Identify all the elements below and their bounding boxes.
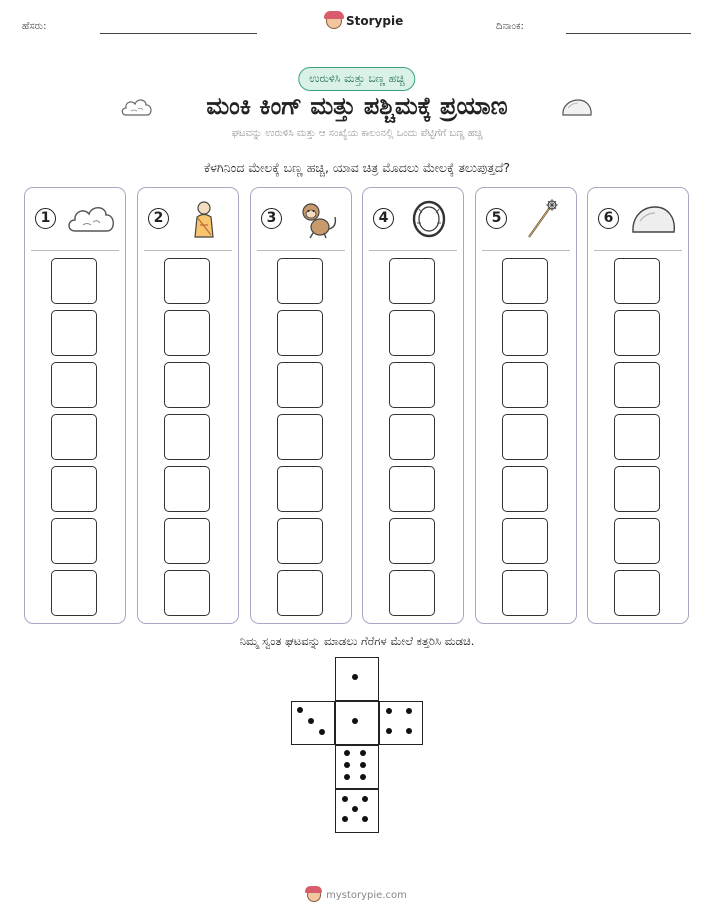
name-field-line[interactable] (100, 33, 257, 34)
dice-face-5 (335, 789, 379, 833)
dice-face-6 (335, 745, 379, 789)
color-box[interactable] (51, 310, 97, 356)
color-box[interactable] (51, 414, 97, 460)
color-box[interactable] (389, 258, 435, 304)
color-box[interactable] (51, 570, 97, 616)
column-header (251, 188, 351, 250)
column-header (588, 188, 688, 250)
dice-cut-fold-note: ನಿಮ್ಮ ಸ್ವಂತ ಘಟವನ್ನು ಮಾಡಲು ಗೆರೆಗಳ ಮೇಲೆ ಕತ್ತರಿಸಿ ಮಡಚಿ. (239, 634, 475, 648)
storypie-mascot-icon (326, 13, 342, 29)
dice-face-1 (335, 701, 379, 745)
monkey-icon (291, 199, 343, 239)
dice-pip (406, 708, 412, 714)
color-box[interactable] (502, 570, 548, 616)
color-box[interactable] (502, 258, 548, 304)
instruction: ಕೆಳಗಿನಿಂದ ಮೇಲಕ್ಕೆ ಬಣ್ಣ ಹಚ್ಚಿ, ಯಾವ ಚಿತ್ರ ಮೊದಲು ಮೇಲಕ್ಕೆ ತಲುಪುತ್ತದೆ? (203, 160, 511, 175)
column-header (138, 188, 238, 250)
color-box[interactable] (614, 310, 660, 356)
color-box[interactable] (51, 466, 97, 512)
color-box[interactable] (277, 466, 323, 512)
color-box[interactable] (502, 362, 548, 408)
column-number: 2 (148, 208, 169, 229)
column-divider (257, 250, 345, 251)
dice-pip (360, 750, 366, 756)
dice-pip (360, 774, 366, 780)
color-box[interactable] (164, 258, 210, 304)
logo-text: Storypie (346, 14, 404, 28)
footer (0, 888, 714, 902)
golden-staff-icon (516, 199, 568, 239)
column-number: 6 (598, 208, 619, 229)
color-box[interactable] (164, 570, 210, 616)
stone-icon (628, 199, 680, 239)
color-box[interactable] (502, 310, 548, 356)
column-number: 1 (35, 208, 56, 229)
column-number: 4 (373, 208, 394, 229)
dice-pip (352, 674, 358, 680)
color-box[interactable] (389, 362, 435, 408)
color-box[interactable] (502, 518, 548, 564)
color-box[interactable] (164, 310, 210, 356)
page-title: ಮಂಕಿ ಕಿಂಗ್ ಮತ್ತು ಪಶ್ಚಿಮಕ್ಕೆ ಪ್ರಯಾಣ (206, 92, 508, 120)
dice-pip (297, 707, 303, 713)
column-3 (250, 187, 352, 624)
color-box[interactable] (277, 414, 323, 460)
activity-badge: ಉರುಳಿಸಿ ಮತ್ತು ಬಣ್ಣ ಹಚ್ಚಿ (298, 67, 415, 91)
dice-pip (342, 816, 348, 822)
color-box[interactable] (614, 466, 660, 512)
color-box[interactable] (277, 518, 323, 564)
column-1 (24, 187, 126, 624)
column-number: 5 (486, 208, 507, 229)
color-box[interactable] (389, 570, 435, 616)
monk-icon (178, 199, 230, 239)
column-header (25, 188, 125, 250)
column-4 (362, 187, 464, 624)
dice-pip (342, 796, 348, 802)
color-box[interactable] (502, 466, 548, 512)
stone-icon (560, 96, 594, 120)
color-box[interactable] (502, 414, 548, 460)
color-box[interactable] (389, 466, 435, 512)
color-box[interactable] (277, 310, 323, 356)
color-box[interactable] (614, 518, 660, 564)
column-divider (594, 250, 682, 251)
dice-pip (386, 728, 392, 734)
color-box[interactable] (614, 258, 660, 304)
dice-pip (344, 750, 350, 756)
column-header (476, 188, 576, 250)
dice-pip (344, 774, 350, 780)
color-box[interactable] (164, 414, 210, 460)
column-6 (587, 187, 689, 624)
color-box[interactable] (389, 414, 435, 460)
dice-pip (362, 816, 368, 822)
color-box[interactable] (614, 570, 660, 616)
subtitle: ಘಟವನ್ನು ಉರುಳಿಸಿ ಮತ್ತು ಆ ಸಂಖ್ಯೆಯ ಕಾಲಂನಲ್ಲಿ ಒಂದು ಪೆಟ್ಟಿಗೆಗೆ ಬಣ್ಣ ಹಚ್ಚಿ (231, 128, 483, 139)
column-2 (137, 187, 239, 624)
dice-pip (308, 718, 314, 724)
dice-face-4 (379, 701, 423, 745)
column-number: 3 (261, 208, 282, 229)
color-box[interactable] (164, 518, 210, 564)
color-box[interactable] (164, 466, 210, 512)
golden-headband-icon (403, 199, 455, 239)
color-box[interactable] (277, 362, 323, 408)
name-label: ಹೆಸರು: (22, 21, 47, 32)
color-box[interactable] (389, 518, 435, 564)
dice-face-3 (291, 701, 335, 745)
color-box[interactable] (277, 258, 323, 304)
color-box[interactable] (614, 362, 660, 408)
color-box[interactable] (164, 362, 210, 408)
color-box[interactable] (51, 258, 97, 304)
dice-pip (352, 718, 358, 724)
color-box[interactable] (389, 310, 435, 356)
color-box[interactable] (51, 518, 97, 564)
column-header (363, 188, 463, 250)
dice-pip (362, 796, 368, 802)
column-divider (369, 250, 457, 251)
storypie-logo (326, 13, 403, 29)
dice-pip (406, 728, 412, 734)
column-5 (475, 187, 577, 624)
footer-url[interactable]: mystorypie.com (326, 889, 407, 901)
date-field-line[interactable] (566, 33, 691, 34)
column-divider (482, 250, 570, 251)
date-label: ದಿನಾಂಕ: (496, 21, 524, 32)
column-divider (144, 250, 232, 251)
column-divider (31, 250, 119, 251)
dice-face-1 (335, 657, 379, 701)
color-box[interactable] (277, 570, 323, 616)
color-box[interactable] (614, 414, 660, 460)
color-box[interactable] (51, 362, 97, 408)
dice-pip (360, 762, 366, 768)
dice-pip (386, 708, 392, 714)
dice-pip (319, 729, 325, 735)
cloud-icon (65, 199, 117, 239)
dice-pip (352, 806, 358, 812)
dice-pip (344, 762, 350, 768)
storypie-mascot-icon (307, 888, 321, 902)
